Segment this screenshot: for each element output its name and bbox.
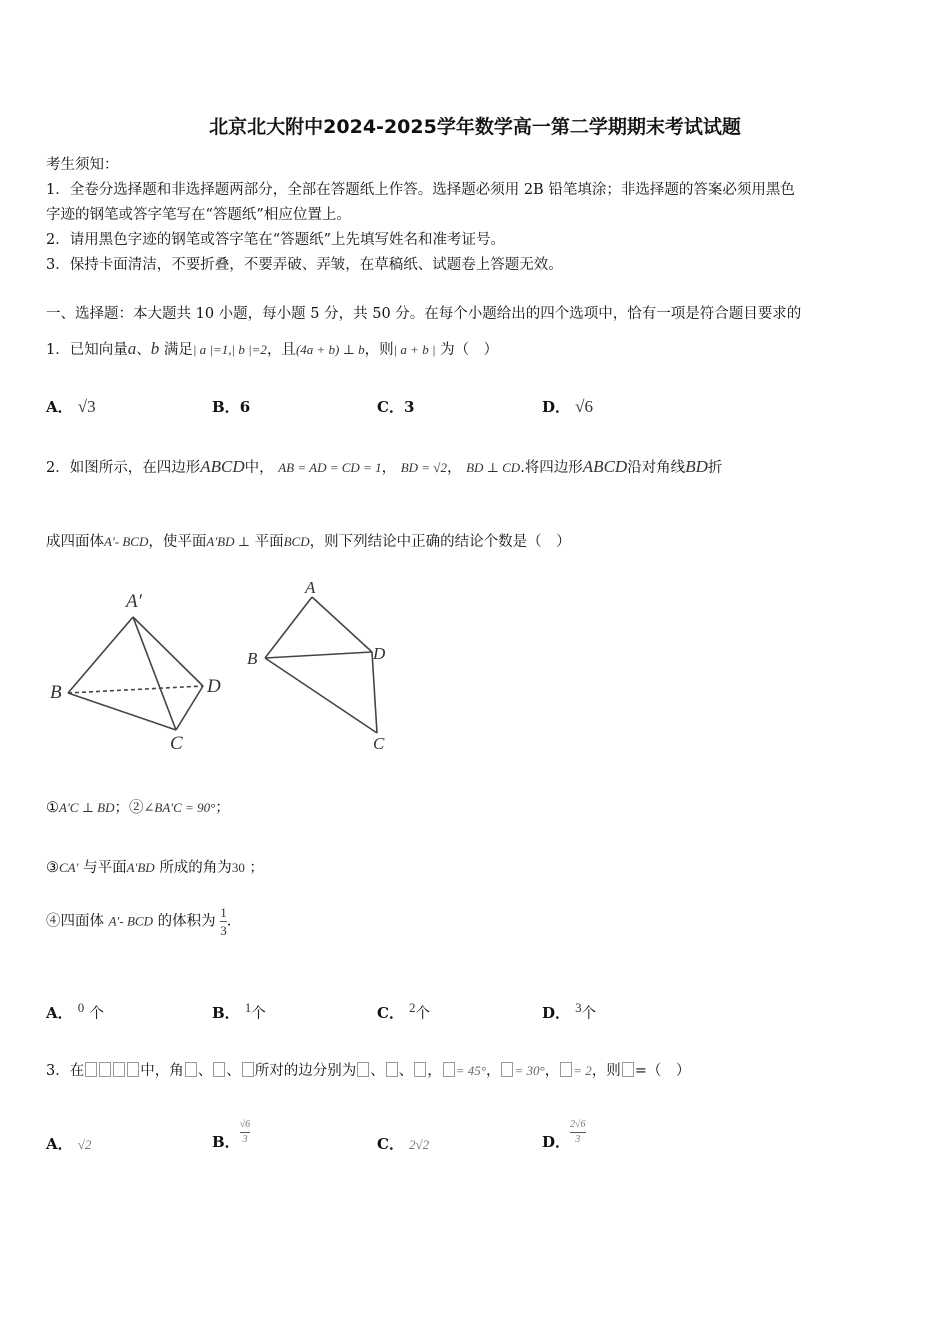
q2-l1a: 2．如图所示，在四边形 — [46, 460, 201, 476]
q2-s1: A′C ⊥ BD — [59, 800, 115, 815]
q2-comma-2: ， — [446, 460, 462, 476]
missing-glyph-box — [414, 1062, 426, 1077]
q2-option-c-value: 2 — [409, 1000, 416, 1015]
fig2-label-d: D — [373, 644, 386, 663]
q1-option-b[interactable] — [212, 396, 250, 417]
missing-glyph-box — [185, 1062, 197, 1077]
question-3-stem: 3．在 中，角 、 、 所对的边分别为 、 、 ， = 45°， = 30°， = 2，则 =（ ） — [46, 1063, 691, 1079]
q1-option-a[interactable] — [46, 396, 96, 417]
q3-e1: = 45° — [455, 1063, 486, 1078]
q2-option-a[interactable] — [46, 1000, 104, 1023]
quad-edge-dc — [372, 652, 377, 733]
q2-l2b: ，使平面 — [148, 534, 207, 550]
q3-option-b-den: 3 — [242, 1134, 248, 1145]
q1-cond2: (4a + b) ⊥ b — [295, 342, 365, 357]
q3-option-d-den: 3 — [575, 1134, 581, 1145]
q1-option-d-label: D． — [542, 398, 571, 416]
q1-option-c-label: C． — [377, 398, 404, 416]
q2-eq1: AB = AD = CD = 1 — [278, 460, 382, 475]
notice-line-1a: 1．全卷分选择题和非选择题两部分，全部在答题纸上作答。选择题必须用 2B 铅笔填涂；非选择题的答案必须用黑色 — [46, 182, 795, 198]
q1-stem-c: ，且 — [266, 342, 296, 358]
q2-s3-mark: ③ — [46, 860, 59, 876]
q3-option-b-num: √6 — [239, 1119, 251, 1130]
q2-option-c-label: C． — [377, 1004, 404, 1022]
q2-s4-mark: ④ — [46, 913, 61, 930]
q1-sep: 、 — [136, 342, 151, 358]
q2-l2c: 平面 — [254, 534, 284, 550]
q2-s4-den: 3 — [220, 923, 227, 938]
q2-s3c: A′BD — [126, 860, 155, 875]
q2-s3a: CA′ — [59, 860, 79, 875]
q2-s4-num: 1 — [220, 905, 227, 920]
missing-glyph-box — [213, 1062, 225, 1077]
fig1-label-d: D — [207, 676, 221, 697]
q3-option-d-fraction — [570, 1120, 586, 1145]
q2-s3e: 30 — [231, 860, 245, 875]
q3-b: 中，角 — [140, 1063, 184, 1079]
q2-option-b-value: 1 — [244, 1000, 252, 1015]
quad-edge-ad — [312, 597, 372, 652]
q3-option-c-label: C． — [377, 1135, 404, 1153]
q2-l2a: 成四面体 — [46, 534, 104, 550]
q2-option-a-value: 0 — [77, 1000, 85, 1015]
missing-glyph-box — [357, 1062, 369, 1077]
q3-option-d-label: D． — [542, 1133, 571, 1151]
q2-l1c: .将四边形 — [520, 460, 583, 476]
q3-option-b[interactable] — [212, 1120, 250, 1152]
edge-dc — [176, 686, 203, 730]
q2-option-d-unit: 个 — [581, 1006, 597, 1022]
missing-glyph-box — [113, 1062, 125, 1077]
q3-option-c[interactable] — [377, 1133, 429, 1154]
q2-plane1: A′BD ⊥ — [206, 534, 250, 549]
page-title: 北京北大附中2024-2025学年数学高一第二学期期末考试试题 — [209, 116, 741, 138]
section-heading: 一、选择题：本大题共 10 小题，每小题 5 分，共 50 分。在每个小题给出的四个选项中，恰有一项是符合题目要求的 — [46, 306, 802, 322]
q2-comma-1: ， — [381, 460, 397, 476]
q1-option-c-value: 3 — [403, 398, 415, 416]
q2-statements-1-2 — [46, 796, 230, 817]
q2-figures — [40, 575, 400, 760]
q3-option-b-fraction — [240, 1120, 251, 1145]
question-1-stem — [46, 338, 498, 359]
q1-option-d-value: √6 — [575, 397, 593, 416]
q2-option-d-value: 3 — [575, 1000, 582, 1015]
q2-s2: ∠BA′C = 90° — [143, 800, 216, 815]
missing-glyph-box — [622, 1062, 634, 1077]
q2-s4b: A′- BCD — [108, 913, 153, 929]
q2-s1-sep: ；② — [114, 800, 144, 816]
fig1-label-c: C — [170, 733, 183, 754]
q2-s3d: 所成的角为 — [159, 860, 232, 876]
question-2-line-1 — [46, 456, 722, 477]
q1-stem-e: 为（ ） — [440, 342, 499, 358]
q3-a: 3．在 — [46, 1063, 85, 1079]
q2-s4c: 的体积为 — [157, 913, 216, 930]
q2-statement-3 — [46, 856, 264, 877]
missing-glyph-box — [560, 1062, 572, 1077]
q3-option-d[interactable] — [542, 1120, 586, 1152]
q2-eq3: BD ⊥ CD — [466, 460, 521, 475]
edge-ab — [68, 617, 133, 693]
missing-glyph-box — [85, 1062, 97, 1077]
fig2-label-c: C — [373, 734, 385, 753]
q2-option-d-label: D． — [542, 1004, 571, 1022]
q1-cond3: | a + b | — [393, 342, 436, 357]
q3-option-b-label: B． — [212, 1133, 240, 1151]
q2-option-b-label: B． — [212, 1004, 240, 1022]
q3-option-d-num: 2√6 — [570, 1119, 586, 1130]
q2-option-c[interactable] — [377, 1000, 430, 1023]
q3-e3: = 2 — [573, 1063, 592, 1078]
q2-l1d: 沿对角线 — [627, 460, 686, 476]
q1-cond1: | a |=1,| b |=2 — [192, 342, 267, 357]
quad-edge-bc — [265, 658, 377, 733]
q2-l1b: 中， — [244, 460, 274, 476]
q1-option-c[interactable] — [377, 396, 414, 417]
edge-bc — [68, 693, 176, 730]
q1-vec-b: b — [150, 339, 160, 358]
q2-option-c-unit: 个 — [415, 1006, 431, 1022]
q2-s1-mark: ① — [46, 800, 59, 816]
q3-c: 所对的边分别为 — [254, 1063, 357, 1079]
edge-ac — [133, 617, 176, 730]
q3-option-c-value: 2√2 — [409, 1137, 430, 1152]
q2-option-b-unit: 个 — [251, 1006, 266, 1022]
q3-option-a-label: A． — [46, 1135, 73, 1153]
q2-s2-end: ； — [215, 800, 230, 816]
quadrilateral-figure — [265, 597, 377, 733]
q2-statement-4 — [46, 906, 231, 937]
q1-option-b-value: 6 — [239, 398, 251, 416]
q2-tetra: A′- BCD — [104, 534, 149, 549]
q1-stem-a: 1．已知向量 — [46, 342, 128, 358]
q3-option-a[interactable] — [46, 1133, 91, 1154]
q2-abcd-2: ABCD — [582, 457, 628, 476]
q2-l1e: 折 — [707, 460, 723, 476]
q1-option-a-value: √3 — [77, 397, 96, 416]
edge-bd-hidden — [68, 686, 203, 693]
q2-s4-end: . — [226, 913, 232, 930]
missing-glyph-box — [386, 1062, 398, 1077]
notice-line-1b: 字迹的钢笔或答字笔写在“答题纸”相应位置上。 — [46, 207, 351, 223]
q2-option-b[interactable] — [212, 1000, 266, 1023]
q2-bd: BD — [685, 457, 708, 476]
q2-option-a-unit: 个 — [89, 1006, 104, 1022]
notice-line-2: 2．请用黑色字迹的钢笔或答字笔在“答题纸”上先填写姓名和准考证号。 — [46, 232, 506, 248]
q2-s3b: 与平面 — [83, 860, 127, 876]
q2-option-a-label: A． — [46, 1004, 73, 1022]
q3-option-a-value: √2 — [77, 1137, 92, 1152]
missing-glyph-box — [501, 1062, 513, 1077]
q2-s3f: ； — [249, 860, 264, 876]
edge-ad — [133, 617, 203, 686]
q2-plane2: BCD — [283, 534, 310, 549]
quad-edge-ab — [265, 597, 312, 658]
q3-d: ，则 — [591, 1063, 621, 1079]
missing-glyph-box — [127, 1062, 139, 1077]
q1-option-a-label: A． — [46, 398, 73, 416]
notice-line-3: 3．保持卡面清洁，不要折叠，不要弄破、弄皱，在草稿纸、试题卷上答题无效。 — [46, 257, 563, 273]
missing-glyph-box — [99, 1062, 111, 1077]
q3-e2: = 30° — [514, 1063, 545, 1078]
question-2-line-2 — [46, 530, 571, 551]
q2-l2d: ，则下列结论中正确的结论个数是（ ） — [309, 534, 571, 550]
quad-edge-bd — [265, 652, 372, 658]
q2-eq2: BD = √2 — [400, 460, 447, 475]
tetrahedron-figure — [68, 617, 203, 730]
notice-heading: 考生须知： — [46, 157, 119, 173]
q1-option-d[interactable] — [542, 396, 593, 417]
missing-glyph-box — [242, 1062, 254, 1077]
fig2-label-a: A — [305, 578, 316, 597]
q2-s4a: 四面体 — [60, 913, 104, 930]
q2-option-d[interactable] — [542, 1000, 596, 1023]
fig1-label-a: A′ — [126, 591, 142, 612]
q3-e4: =（ ） — [634, 1063, 691, 1079]
missing-glyph-box — [443, 1062, 455, 1077]
q2-abcd: ABCD — [200, 457, 245, 476]
q1-stem-b: 满足 — [163, 342, 193, 358]
q1-vec-a: a — [127, 339, 137, 358]
q1-stem-d: ，则 — [364, 342, 394, 358]
fig2-label-b: B — [247, 649, 258, 668]
fig1-label-b: B — [50, 682, 62, 703]
q1-option-b-label: B． — [212, 398, 240, 416]
